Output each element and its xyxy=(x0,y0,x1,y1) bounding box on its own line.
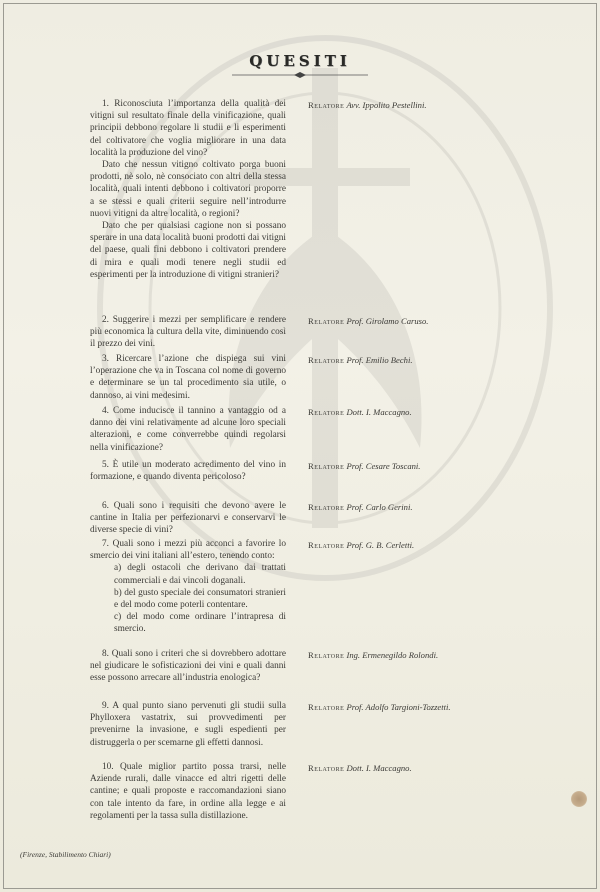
relatore-9 xyxy=(308,702,451,712)
relatore-label: Relatore xyxy=(308,355,345,365)
relatore-name: Prof. Adolfo Targioni-Tozzetti. xyxy=(346,702,451,712)
question-2-text: 2. Suggerire i mezzi per semplificare e rendere più economica la cultura della vite, diminuendo così il prezzo dei vini. xyxy=(90,315,286,350)
question-8-text: 8. Quali sono i criteri che si dovrebbero adottare nel giudicare le sofisticazioni dei vini e quali danni esse possono arrecare all’industria enologica? xyxy=(90,649,286,684)
question-5 xyxy=(90,459,286,483)
relatore-name: Dott. I. Maccagno. xyxy=(346,407,412,417)
relatore-label: Relatore xyxy=(308,407,345,417)
relatore-name: Ing. Ermenegildo Rolondi. xyxy=(346,650,439,660)
question-7-sub-b: b) del gusto speciale dei consumatori stranieri e del modo come poterli contentare. xyxy=(114,587,286,611)
relatore-label: Relatore xyxy=(308,540,345,550)
relatore-label: Relatore xyxy=(308,100,345,110)
question-6 xyxy=(90,500,286,537)
page-title: QUESITI xyxy=(249,52,351,70)
relatore-name: Prof. G. B. Cerletti. xyxy=(346,540,415,550)
relatore-label: Relatore xyxy=(308,650,345,660)
relatore-10 xyxy=(308,763,412,773)
relatore-label: Relatore xyxy=(308,316,345,326)
question-3-text: 3. Ricercare l’azione che dispiega sui vini l’operazione che va in Toscana col nome di governo e determinare se un tal procedimento sia utile, o dannoso, ai vini medesimi. xyxy=(90,354,286,401)
question-6-text: 6. Quali sono i requisiti che devono avere le cantine in Italia per perfezionarvi e conservarvi le diverse specie di vini? xyxy=(90,501,286,536)
relatore-label: Relatore xyxy=(308,763,345,773)
relatore-name: Prof. Girolamo Caruso. xyxy=(346,316,429,326)
question-3 xyxy=(90,353,286,402)
relatore-label: Relatore xyxy=(308,461,345,471)
relatore-5 xyxy=(308,461,420,471)
relatore-4 xyxy=(308,407,412,417)
question-10-text: 10. Quale miglior partito possa trarsi, nelle Aziende rurali, dalle vinacce ed altri rigetti delle cantine; e quali proposte e raccomandazioni siano con tale intento da fare, in ordine alla legge e ai regolamenti per la tassa sulla distillazione. xyxy=(90,762,286,821)
question-10 xyxy=(90,761,286,822)
relatore-name: Dott. I. Maccagno. xyxy=(346,763,412,773)
printer-imprint: (Firenze, Stabilimento Chiari) xyxy=(20,850,111,859)
question-4 xyxy=(90,405,286,454)
question-9 xyxy=(90,700,286,749)
question-1 xyxy=(90,98,286,281)
question-2 xyxy=(90,314,286,351)
question-4-text: 4. Come inducisce il tannino a vantaggio od a danno dei vini relativamente ad alcune loro speciali alterazioni, e come converrebbe quindi regolarsi nella vinificazione? xyxy=(90,406,286,453)
relatore-1 xyxy=(308,100,426,110)
relatore-7 xyxy=(308,540,414,550)
question-1-text-c: Dato che per qualsiasi cagione non si possano sperare in una data località buoni prodotti dai vitigni del paese, quali fini debbono i coltivatori prendere di mira e quali modi tenere negli studii ed esperimenti per la introduzione di vitigni stranieri? xyxy=(90,221,286,280)
question-1-text-b: Dato che nessun vitigno coltivato porga buoni prodotti, nè solo, nè consociato con altri della stessa località, quali intenti debbono i coltivatori proporre a se stessi e quali criterii seguire nell’introdurre nuovi vitigni da altre località, o regioni? xyxy=(90,160,286,219)
relatore-6 xyxy=(308,502,413,512)
relatore-name: Prof. Cesare Toscani. xyxy=(346,461,421,471)
relatore-name: Avv. Ippolito Pestellini. xyxy=(346,100,427,110)
question-9-text: 9. A qual punto siano pervenuti gli studii sulla Phylloxera vastatrix, sui provvedimenti per prevenirne la invasione, e sugli espedienti per distruggerla o per scemarne gli effetti dannosi. xyxy=(90,701,286,748)
relatore-2 xyxy=(308,316,428,326)
title-ornament xyxy=(232,72,368,78)
question-7-sub-a: a) degli ostacoli che derivano dai trattati commerciali e dai vincoli doganali. xyxy=(114,563,286,586)
question-7-sub-c: c) del modo come ordinare l’intrapresa di smercio. xyxy=(114,612,286,635)
relatore-label: Relatore xyxy=(308,702,345,712)
relatore-8 xyxy=(308,650,438,660)
question-7 xyxy=(90,538,286,636)
question-5-text: 5. È utile un moderato acredimento del vino in formazione, e quando diventa pericoloso? xyxy=(90,460,286,483)
question-7-text: 7. Quali sono i mezzi più acconci a favorire lo smercio dei vini italiani all’estero, tenendo conto: xyxy=(90,539,286,562)
relatore-name: Prof. Emilio Bechi. xyxy=(346,355,413,365)
relatore-label: Relatore xyxy=(308,502,345,512)
question-8 xyxy=(90,648,286,685)
question-1-text: 1. Riconosciuta l’importanza della qualità dei vitigni sul resultato finale della vinificazione, quali principii debbono regolare li studii e li esperimenti del coltivatore che voglia migliorare in una data località la produzione del vino? xyxy=(90,99,286,158)
relatore-3 xyxy=(308,355,412,365)
paper-stain xyxy=(571,791,587,807)
relatore-name: Prof. Carlo Gerini. xyxy=(346,502,413,512)
